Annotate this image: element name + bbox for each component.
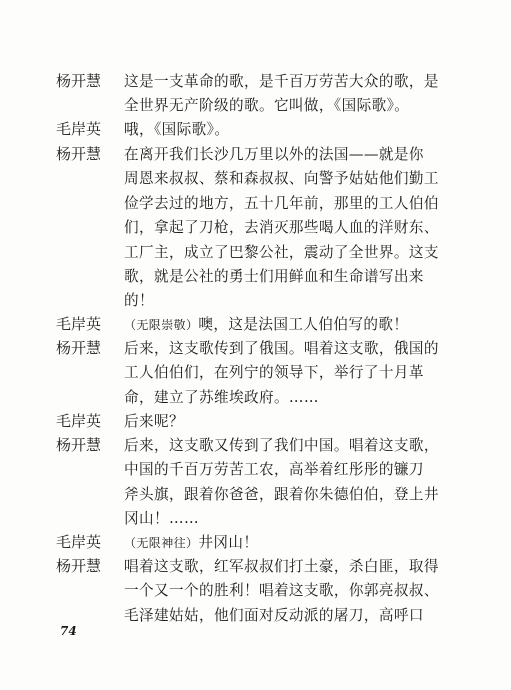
text-line: 一个又一个的胜利！唱着这支歌，你郭亮叔叔、 <box>124 582 439 600</box>
dialogue-text <box>124 118 476 142</box>
dialogue-text <box>124 70 476 119</box>
speaker-name: 杨开慧 <box>56 145 102 163</box>
speaker-name: 毛岸英 <box>56 315 102 333</box>
text-line: 工厂主，成立了巴黎公社，震动了全世界。这支 <box>124 243 439 261</box>
speaker-name: 毛岸英 <box>56 412 102 430</box>
dialogue-text <box>124 337 476 410</box>
text-line: 毛泽建姑姑，他们面对反动派的屠刀，高呼口 <box>124 606 424 624</box>
dialogue-text <box>124 555 476 628</box>
text-line: 唱着这支歌，红军叔叔们打土豪，杀白匪，取得 <box>124 558 439 575</box>
text-line: 冈山！…… <box>124 510 199 528</box>
speaker-name: 毛岸英 <box>56 533 102 551</box>
speaker-name: 杨开慧 <box>56 436 102 454</box>
text-line: 工人伯伯们，在列宁的领导下，举行了十月革 <box>124 364 424 382</box>
dialogue-text <box>124 410 476 434</box>
text-line: 后来，这支歌又传到了我们中国。唱着这支歌， <box>124 437 439 454</box>
dialogue-text <box>124 434 476 532</box>
speaker-name: 杨开慧 <box>56 339 102 357</box>
text-line <box>124 531 476 555</box>
text-line: 的！ <box>124 292 154 310</box>
dialogue-text <box>124 531 476 555</box>
text-line: 俭学去过的地方，五十几年前，那里的工人伯伯 <box>124 194 439 212</box>
text-line: 在离开我们长沙几万里以外的法国——就是你 <box>124 146 424 163</box>
spoken-text: 噢，这是法国工人伯伯写的歌！ <box>198 316 409 333</box>
text-line: 哦，《国际歌》。 <box>124 121 230 138</box>
text-line: 歌，就是公社的勇士们用鲜血和生命谱写出来 <box>124 267 424 285</box>
dialogue-text <box>124 313 476 337</box>
text-line <box>124 313 476 337</box>
stage-direction: （无限崇敬） <box>124 318 199 332</box>
text-line: 们，拿起了刀枪，去消灭那些喝人血的洋财东、 <box>124 219 439 237</box>
text-line: 全世界无产阶级的歌。它叫做，《国际歌》。 <box>124 97 410 115</box>
speaker-name: 杨开慧 <box>56 72 102 90</box>
text-line: 中国的千百万劳苦工农，高举着红彤彤的镰刀 <box>124 461 424 479</box>
speaker-name: 毛岸英 <box>56 120 102 138</box>
text-line: 周恩来叔叔、蔡和森叔叔、向警予姑姑他们勤工 <box>124 170 439 188</box>
speaker-name: 杨开慧 <box>56 557 102 575</box>
text-line: 后来，这支歌传到了俄国。唱着这支歌，俄国的 <box>124 340 439 357</box>
dialogue-text <box>124 143 476 314</box>
text-line: 命，建立了苏维埃政府。…… <box>124 388 319 406</box>
page-number: 74 <box>60 624 77 638</box>
spoken-text: 井冈山！ <box>198 534 259 551</box>
text-line: 斧头旗，跟着你爸爸，跟着你朱德伯伯，登上井 <box>124 485 439 503</box>
stage-direction: （无限神往） <box>124 536 199 550</box>
text-line: 后来呢？ <box>124 413 184 430</box>
text-line: 这是一支革命的歌，是千百万劳苦大众的歌，是 <box>124 73 439 90</box>
